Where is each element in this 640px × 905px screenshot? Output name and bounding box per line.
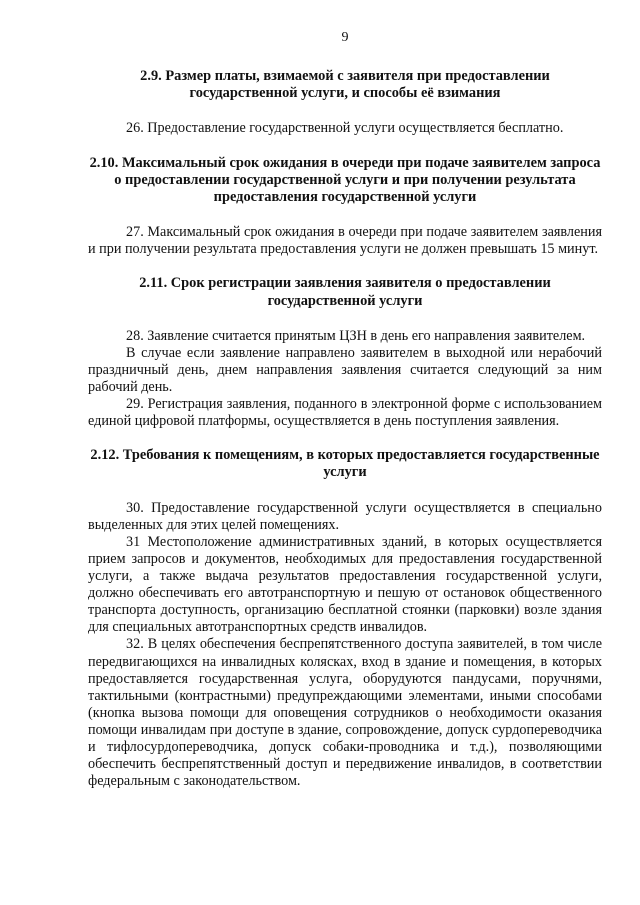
paragraph-26: 26. Предоставление государственной услуги осуществляется бесплатно. xyxy=(126,120,564,137)
paragraph-28-continued: В случае если заявление направлено заявителем в выходной или нерабочий праздничный день, днем направления заявления считается следующий за ним рабочий день. xyxy=(88,344,602,395)
paragraph-32: 32. В целях обеспечения беспрепятственного доступа заявителей, в том числе передвигающихся на инвалидных колясках, вход в здание и помещения, в которых предоставляется государственная услуга, оборудуются пандусами, поручнями, тактильными (контрастными) предупреждающими элементами, иными способами (кнопка вызова помощи для оповещения сотрудников о необходимости оказания помощи инвалидам при доступе в здание, сопровождение, допуск сурдопереводчика и тифлосурдопереводчика, допуск собаки-проводника и т.д.), позволяющими обеспечить беспрепятственный доступ и передвижение инвалидов, в соответствии федеральным с законодательством. xyxy=(88,636,602,790)
document-page xyxy=(88,30,602,790)
paragraph-30: 30. Предоставление государственной услуги осуществляется в специально выделенных для этих целей помещениях. xyxy=(88,499,602,533)
paragraph-31: 31 Местоположение административных зданий, в которых осуществляется прием запросов и документов, необходимых для предоставления государственной услуги, а также выдача результатов предоставления государственной услуги, должно обеспечивать его автотранспортную и пешую от остановок общественного транспорта доступность, организацию бесплатной стоянки (парковки) возле здания для специальных автотранспортных средств инвалидов. xyxy=(88,533,602,636)
paragraph-27: 27. Максимальный срок ожидания в очереди при подаче заявителем заявления и при получении результата предоставления услуги не должен превышать 15 минут. xyxy=(88,224,602,258)
section-heading-2-10: 2.10. Максимальный срок ожидания в очереди при подаче заявителем запроса о предоставлении государственной услуги и при получении результата предоставления государственной услуги xyxy=(89,154,601,205)
paragraph-29: 29. Регистрация заявления, поданного в электронной форме с использованием единой цифровой платформы, осуществляется в день поступления заявления. xyxy=(88,396,602,430)
paragraph-28: 28. Заявление считается принятым ЦЗН в день его направления заявителем. xyxy=(126,327,586,344)
section-heading-2-9: 2.9. Размер платы, взимаемой с заявителя при предоставлении государственной услуги, и способы её взимания xyxy=(140,68,550,102)
section-heading-2-11: 2.11. Срок регистрации заявления заявителя о предоставлении государственной услуги xyxy=(139,275,551,309)
section-heading-2-12: 2.12. Требования к помещениям, в которых предоставляется государственные услуги xyxy=(90,447,600,481)
page-number: 9 xyxy=(341,30,349,45)
